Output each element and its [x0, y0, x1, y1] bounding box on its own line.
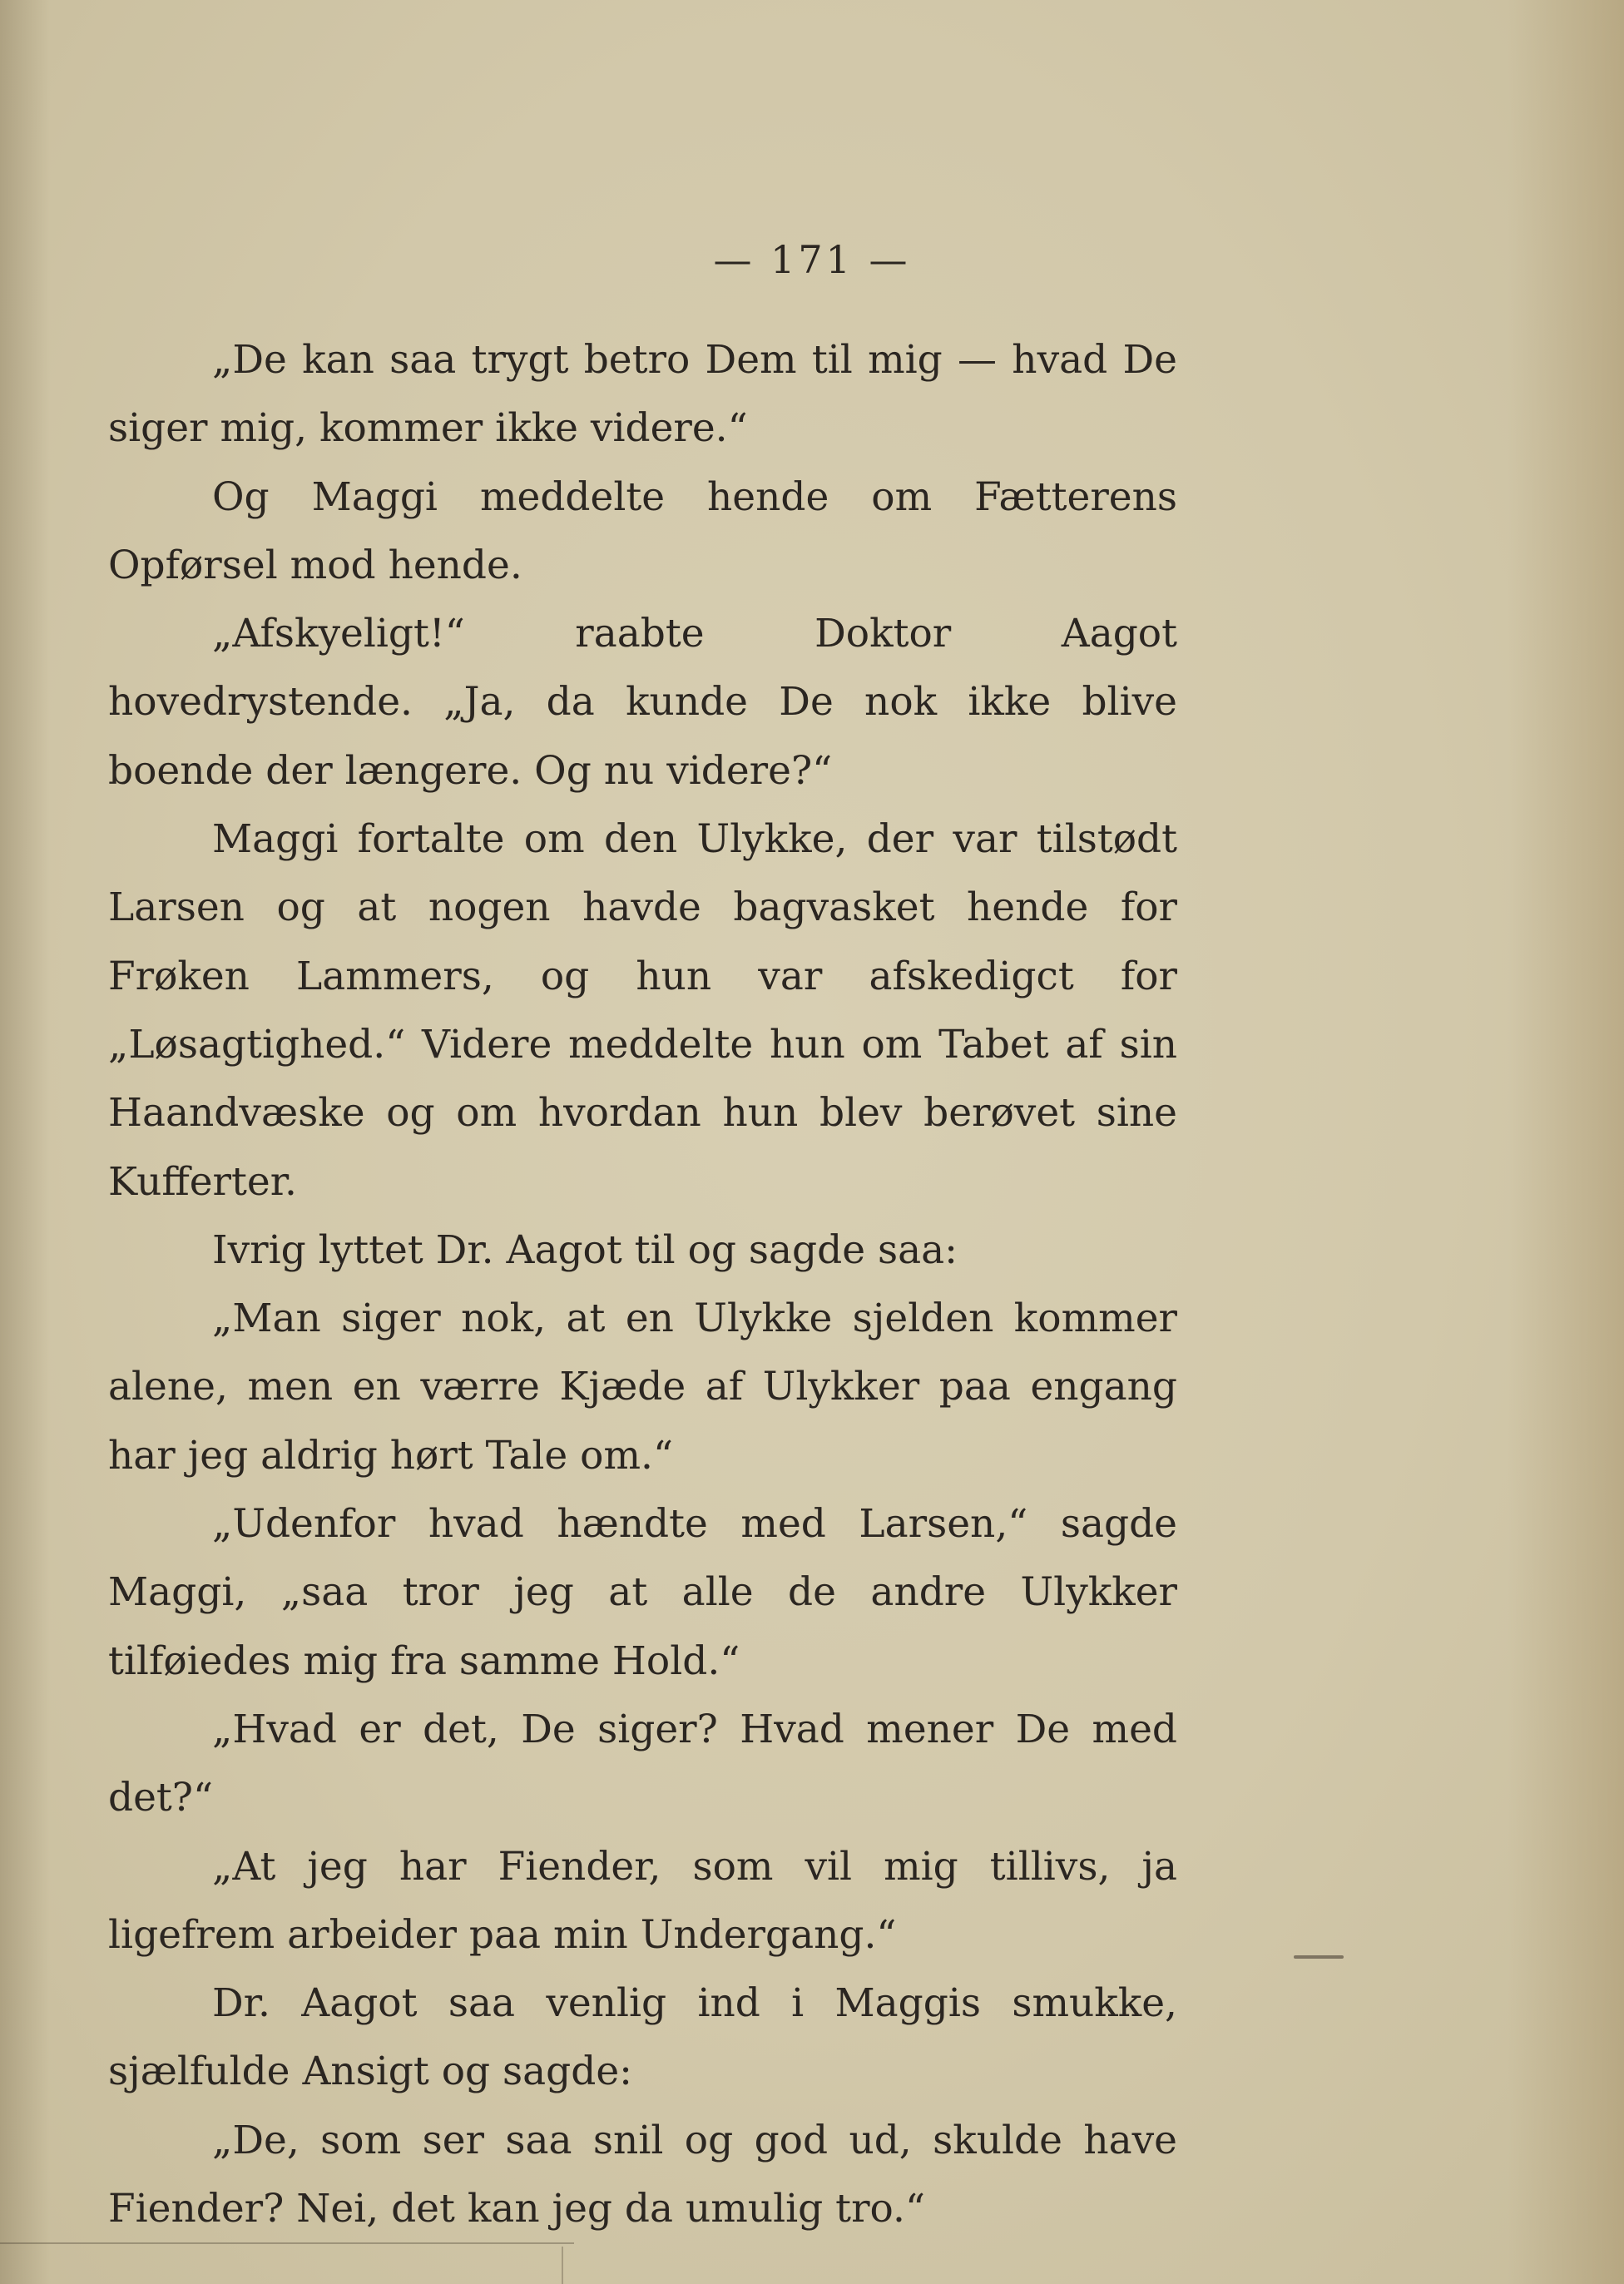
paragraph: „Afskyeligt!“ raabte Doktor Aagot hovedrystende. „Ja, da kunde De nok ikke blive boende der længere. Og nu videre?“: [108, 611, 1177, 794]
margin-mark: [1294, 1955, 1344, 1959]
paragraph: „De, som ser saa snil og god ud, skulde have Fiender? Nei, det kan jeg da umulig tro.“: [108, 2117, 1177, 2232]
paragraph: Ivrig lyttet Dr. Aagot til og sagde saa:: [212, 1226, 958, 1273]
right-edge-shadow: [1508, 0, 1624, 2284]
paragraph: „Udenfor hvad hændte med Larsen,“ sagde Maggi, „saa tror jeg at alle de andre Ulykker tilføiedes mig fra samme Hold.“: [108, 1501, 1177, 1684]
bottom-crease-tick: [562, 2247, 563, 2284]
left-edge-shadow: [0, 0, 50, 2284]
paragraph: Og Maggi meddelte hende om Fætterens Opførsel mod hende.: [108, 473, 1177, 588]
paragraph: „De kan saa trygt betro Dem til mig — hvad De siger mig, kommer ikke videre.“: [108, 337, 1177, 452]
paragraph: „Man siger nok, at en Ulykke sjelden kommer alene, men en værre Kjæde af Ulykker paa engang har jeg aldrig hørt Tale om.“: [108, 1296, 1177, 1479]
bottom-crease-line: [0, 2242, 574, 2244]
paragraph: „Hvad er det, De siger? Hvad mener De med det?“: [108, 1706, 1177, 1821]
body-text: [108, 326, 1177, 2243]
paragraph: „At jeg har Fiender, som vil mig tillivs, ja ligefrem arbeider paa min Undergang.“: [108, 1843, 1177, 1958]
paragraph: Maggi fortalte om den Ulykke, der var tilstødt Larsen og at nogen havde bagvasket hende for Frøken Lammers, og hun var afskedigct for „Løsagtighed.“ Videre meddelte hun om Tabet af sin Haandvæske og om hvordan hun blev berøvet sine Kufferter.: [108, 816, 1177, 1205]
page-number: — 171 —: [713, 237, 911, 282]
paragraph: Dr. Aagot saa venlig ind i Maggis smukke, sjælfulde Ansigt og sagde:: [108, 1980, 1177, 2095]
